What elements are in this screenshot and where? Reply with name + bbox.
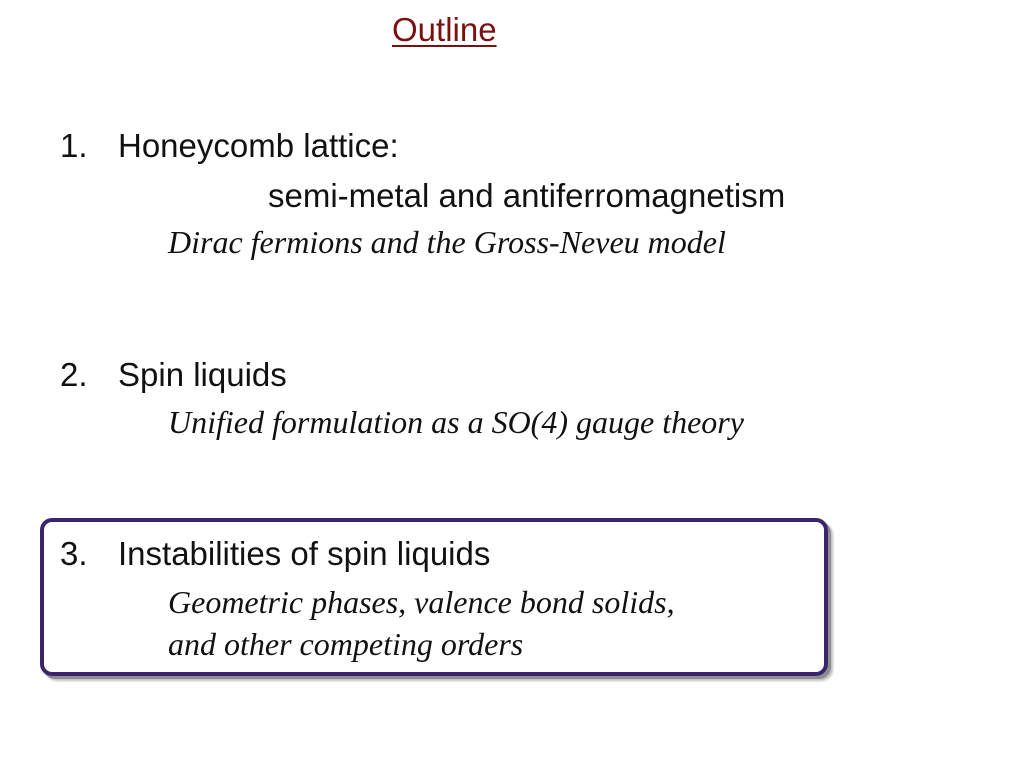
- item-3-subtitle-line2: and other competing orders: [168, 626, 524, 662]
- item-2-subtitle: Unified formulation as a SO(4) gauge theory: [168, 404, 744, 440]
- item-1-heading-line1: Honeycomb lattice:: [118, 127, 399, 164]
- item-1-number: 1.: [60, 127, 88, 164]
- item-3-heading: Instabilities of spin liquids: [118, 535, 491, 572]
- slide-title: Outline: [392, 11, 497, 48]
- item-2-heading: Spin liquids: [118, 356, 287, 393]
- item-1-heading-line2: semi-metal and antiferromagnetism: [268, 177, 786, 214]
- item-2-number: 2.: [60, 356, 88, 393]
- item-3-subtitle-line1: Geometric phases, valence bond solids,: [168, 584, 675, 620]
- item-1-subtitle: Dirac fermions and the Gross-Neveu model: [168, 224, 726, 260]
- item-3-number: 3.: [60, 535, 88, 572]
